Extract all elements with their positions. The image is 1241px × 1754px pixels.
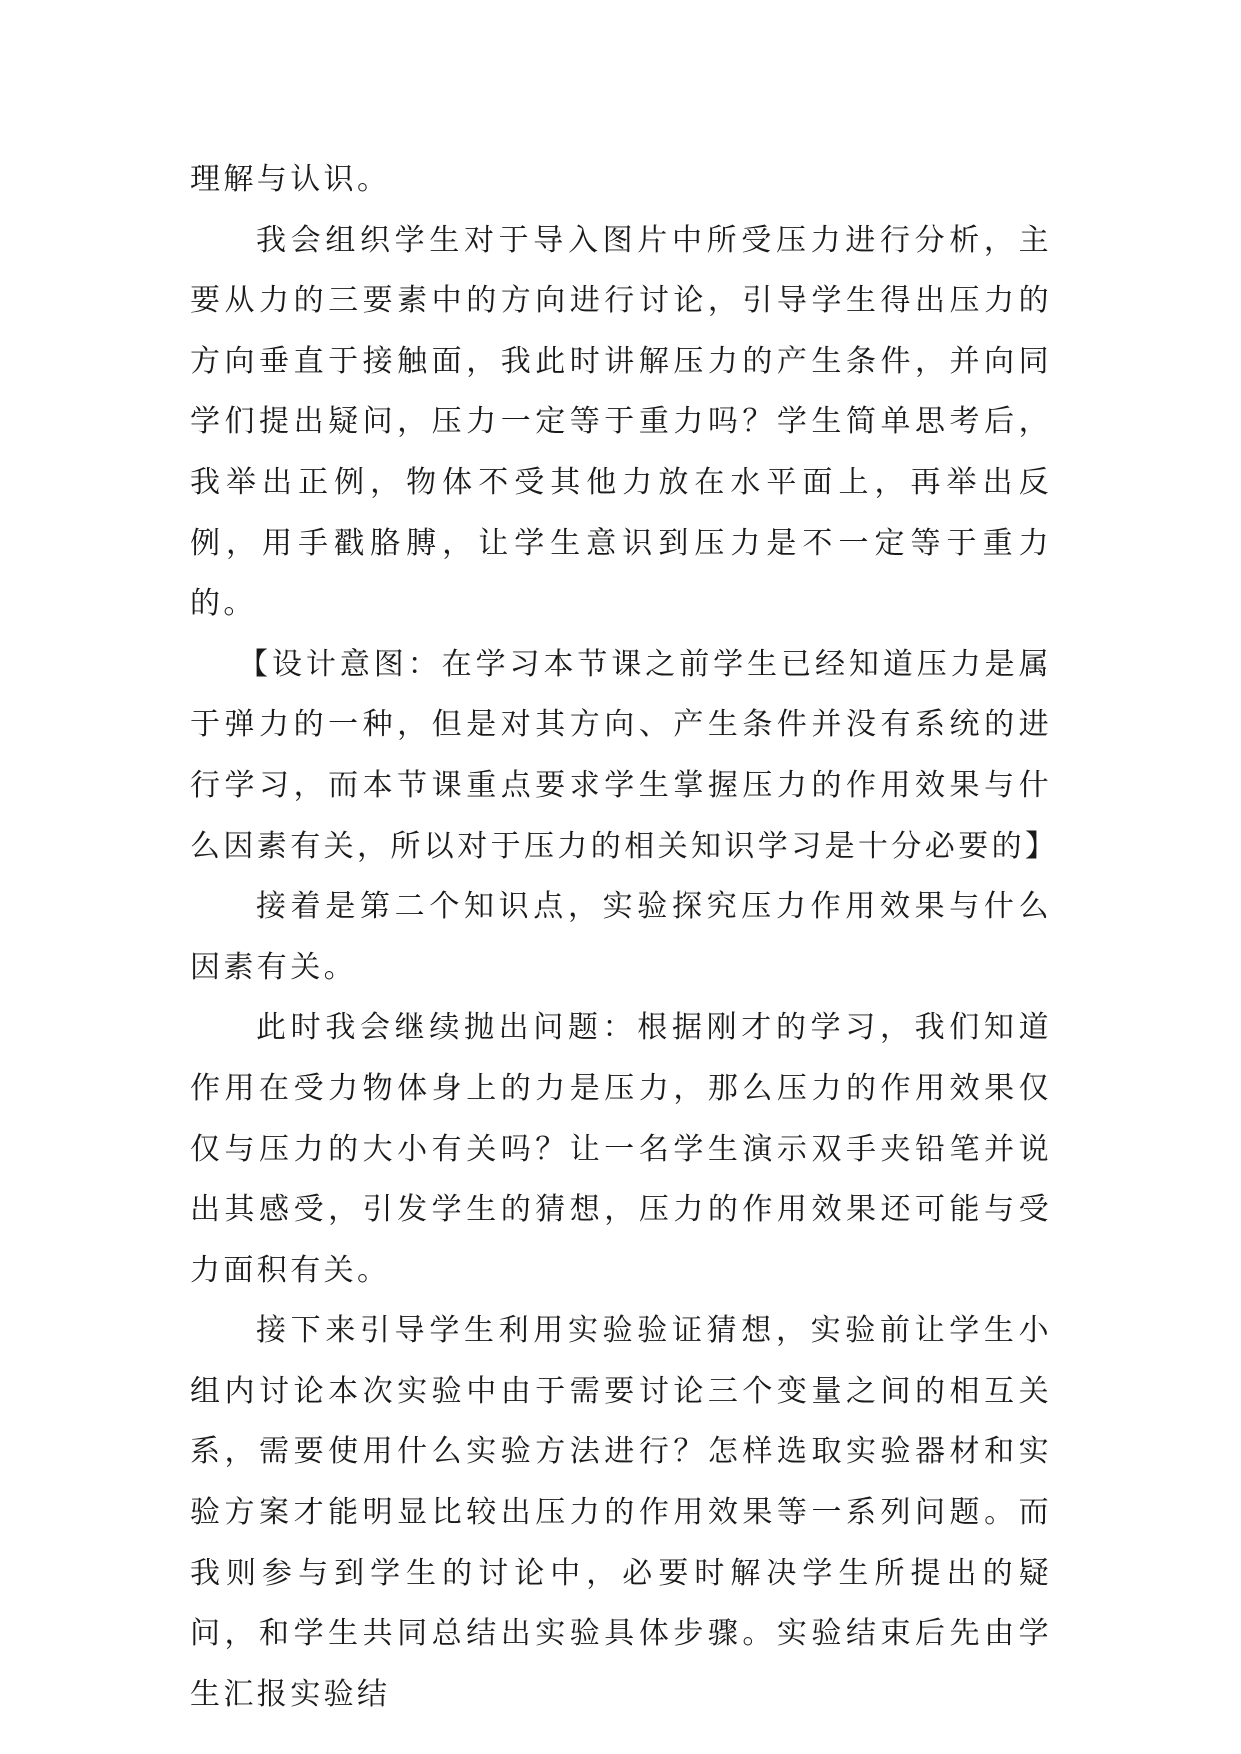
paragraph-1: 理解与认识。 [190,162,391,197]
paragraph-5: 此时我会继续抛出问题：根据刚才的学习，我们知道作用在受力物体身上的力是压力，那么压力的作用效果仅仅与压力的大小有关吗？让一名学生演示双手夹铅笔并说出其感受，引发学生的猜想，压力的作用效果还可能与受力面积有关。 [190,1010,1052,1288]
paragraph-2: 我会组织学生对于导入图片中所受压力进行分析，主要从力的三要素中的方向进行讨论，引导学生得出压力的方向垂直于接触面，我此时讲解压力的产生条件，并向同学们提出疑问，压力一定等于重力吗？学生简单思考后，我举出正例，物体不受其他力放在水平面上，再举出反例，用手戳胳膊，让学生意识到压力是不一定等于重力的。 [190,222,1052,622]
paragraph-6: 接下来引导学生利用实验验证猜想，实验前让学生小组内讨论本次实验中由于需要讨论三个变量之间的相互关系，需要使用什么实验方法进行？怎样选取实验器材和实验方案才能明显比较出压力的作用效果等一系列问题。而我则参与到学生的讨论中，必要时解决学生所提出的疑问，和学生共同总结出实验具体步骤。实验结束后先由学生汇报实验结 [190,1313,1052,1712]
paragraph-4: 接着是第二个知识点，实验探究压力作用效果与什么因素有关。 [190,889,1052,985]
paragraph-3-design-intent: 【设计意图：在学习本节课之前学生已经知道压力是属于弹力的一种，但是对其方向、产生条件并没有系统的进行学习，而本节课重点要求学生掌握压力的作用效果与什么因素有关，所以对于压力的相关知识学习是十分必要的】 [190,646,1059,864]
document-body [190,150,1059,1725]
